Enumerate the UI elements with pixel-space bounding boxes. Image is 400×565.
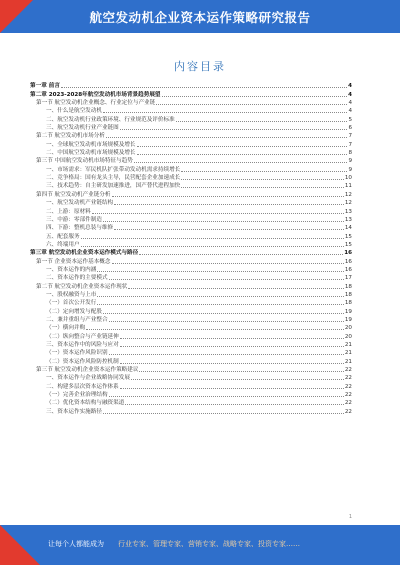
toc-entry-page: 14 (344, 225, 352, 232)
footer-slogan: 让每个人都能成为 (48, 540, 104, 548)
toc-entry-page: 4 (348, 108, 352, 115)
toc-dot-leader (109, 320, 344, 322)
toc-entry-page: 16 (344, 266, 352, 273)
toc-entry-page: 22 (344, 408, 352, 415)
toc-entry[interactable] (30, 249, 352, 257)
toc-entry[interactable] (30, 366, 352, 374)
toc-dot-leader (181, 178, 344, 180)
toc-dot-leader (86, 328, 344, 330)
page-number: 1 (348, 514, 352, 520)
toc-entry-label: 三、技术趋势：自主研发加速推进，国产替代进程加快 (46, 183, 181, 190)
toc-entry[interactable] (30, 266, 352, 274)
toc-entry-page: 12 (344, 191, 352, 198)
toc-dot-leader (97, 270, 344, 272)
toc-entry[interactable] (30, 224, 352, 232)
toc-entry-label: 第一节 企业资本运作基本概念 (36, 258, 111, 265)
toc-entry-page: 21 (344, 358, 352, 365)
toc-entry[interactable] (30, 190, 352, 198)
toc-entry[interactable] (30, 107, 352, 115)
toc-entry-label: 第一节 航空发动机企业概念、行业定位与产业链 (36, 100, 156, 107)
toc-entry[interactable] (30, 257, 352, 265)
toc-entry-page: 9 (348, 166, 352, 173)
footer-corner-accent (0, 525, 40, 565)
toc-entry[interactable] (30, 124, 352, 132)
toc-entry[interactable] (30, 341, 352, 349)
toc-entry-page: 15 (344, 241, 352, 248)
toc-dot-leader (181, 170, 347, 172)
toc-entry-label: 第二节 航空发动机企业资本运作现状 (36, 283, 128, 290)
toc-dot-leader (92, 212, 344, 214)
toc-dot-leader (97, 303, 344, 305)
toc-entry[interactable] (30, 324, 352, 332)
toc-entry-label: 一、什么是航空发动机 (46, 108, 102, 115)
toc-entry-label: 二、中国航空发动机市场规模及增长 (46, 150, 136, 157)
toc-entry-page: 10 (344, 175, 352, 182)
toc-entry-label: 二、资本运作的主要模式 (46, 275, 108, 282)
toc-entry-page: 12 (344, 200, 352, 207)
toc-entry[interactable] (30, 391, 352, 399)
toc-entry[interactable] (30, 82, 352, 90)
toc-dot-leader (128, 287, 344, 289)
toc-entry-page: 4 (348, 83, 352, 90)
toc-entry-label: 一、航空发动机产业链结构 (46, 200, 114, 207)
toc-dot-leader (131, 378, 344, 380)
toc-entry-label: （二）定向增发与配股 (46, 308, 102, 315)
toc-entry-page: 22 (344, 383, 352, 390)
toc-entry-label: 一、市场需求：军民机队扩张带动发动机需求持续增长 (46, 166, 181, 173)
toc-entry[interactable] (30, 241, 352, 249)
toc-entry-page: 6 (348, 125, 352, 132)
toc-dot-leader (109, 278, 344, 280)
toc-dot-leader (120, 128, 348, 130)
toc-entry[interactable] (30, 374, 352, 382)
toc-entry[interactable] (30, 157, 352, 165)
toc-entry[interactable] (30, 199, 352, 207)
toc-dot-leader (97, 295, 344, 297)
footer-roles: 行业专家、管理专家、营销专家、战略专家、投资专家…… (118, 540, 300, 548)
footer-banner (0, 525, 400, 565)
toc-entry[interactable] (30, 115, 352, 123)
toc-entry-page: 4 (348, 91, 352, 98)
toc-entry-page: 7 (348, 141, 352, 148)
toc-entry-label: 六、终端用户 (46, 241, 80, 248)
toc-entry-page: 11 (344, 183, 352, 190)
toc-dot-leader (137, 145, 348, 147)
toc-entry-label: 二、构建多层次资本运作体系 (46, 383, 119, 390)
header-banner (0, 0, 400, 33)
toc-entry[interactable] (30, 357, 352, 365)
toc-entry[interactable] (30, 299, 352, 307)
toc-entry-page: 9 (348, 158, 352, 165)
toc-dot-leader (103, 412, 344, 414)
toc-dot-leader (120, 337, 344, 339)
toc-dot-leader (81, 245, 344, 247)
toc-dot-leader (162, 95, 348, 97)
toc-entry-label: 第四节 航空发动机产业链分析 (36, 191, 111, 198)
toc-entry-page: 8 (348, 150, 352, 157)
toc-dot-leader (125, 403, 344, 405)
toc-dot-leader (181, 186, 344, 188)
toc-dot-leader (114, 228, 344, 230)
toc-dot-leader (103, 111, 347, 113)
toc-entry[interactable] (30, 274, 352, 282)
toc-dot-leader (112, 262, 344, 264)
toc-entry-label: 二、航空发动机行业政策环境、行业规范及评价标准 (46, 116, 175, 123)
toc-entry-label: （一）资本运作风险识别 (46, 350, 108, 357)
toc-entry-page: 18 (344, 291, 352, 298)
toc-entry-label: 三、航空发动机行业产业链图 (46, 125, 119, 132)
toc-entry-page: 17 (344, 275, 352, 282)
toc-dot-leader (61, 86, 347, 88)
toc-dot-leader (120, 387, 344, 389)
toc-entry-page: 22 (344, 375, 352, 382)
toc-entry[interactable] (30, 216, 352, 224)
toc-entry-label: 一、资本运作与企业战略协同发展 (46, 375, 130, 382)
toc-entry-label: 三、资本运作中的风险与应对 (46, 342, 119, 348)
toc-dot-leader (114, 203, 344, 205)
toc-entry-page: 5 (348, 116, 352, 123)
toc-entry-label: （一）横向并购 (46, 325, 86, 332)
toc-entry-page: 21 (344, 342, 352, 348)
toc-entry[interactable] (30, 165, 352, 173)
toc-dot-leader (134, 161, 348, 163)
toc-entry-label: 一、全球航空发动机市场规模及增长 (46, 141, 136, 148)
toc-dot-leader (137, 153, 348, 155)
toc-entry-page: 7 (348, 133, 352, 140)
toc-entry[interactable] (30, 407, 352, 415)
toc-entry[interactable] (30, 291, 352, 299)
toc-entry[interactable] (30, 307, 352, 315)
toc-entry[interactable] (30, 132, 352, 140)
toc-entry-page: 18 (344, 300, 352, 307)
toc-entry-label: 三、资本运作实施路径 (46, 408, 102, 415)
toc-dot-leader (139, 370, 343, 372)
toc-entry-page: 13 (344, 208, 352, 215)
toc-entry-page: 20 (344, 333, 352, 340)
toc-dot-leader (109, 353, 344, 355)
toc-dot-leader (103, 312, 344, 314)
toc-dot-leader (81, 237, 344, 239)
toc-entry[interactable] (30, 149, 352, 157)
toc-dot-leader (120, 362, 344, 364)
toc-entry-page: 16 (344, 250, 352, 257)
toc-dot-leader (156, 103, 347, 105)
toc-entry-label: 第二节 航空发动机市场分析 (36, 133, 105, 140)
toc-entry-label: 二、竞争格局：国有龙头主导，民营配套企业加速成长 (46, 175, 181, 182)
toc-entry-page: 15 (344, 233, 352, 240)
toc-entry[interactable] (30, 174, 352, 182)
toc-entry-label: （一）完善企业治理结构 (46, 392, 108, 399)
toc-dot-leader (120, 345, 344, 347)
toc-entry-label: 第二章 2023-2028年航空发动机市场背景趋势展望 (30, 91, 161, 98)
toc-entry[interactable] (30, 332, 352, 340)
toc-dot-leader (109, 395, 344, 397)
toc-entry-page: 19 (344, 308, 352, 315)
report-title: 航空发动机企业资本运作策略研究报告 (89, 10, 311, 25)
toc-entry-label: 一、股权融资与上市 (46, 291, 97, 298)
toc-entry-label: （二）资本运作风险防控机制 (46, 358, 119, 365)
toc-entry-page: 22 (344, 392, 352, 399)
toc-entry[interactable] (30, 232, 352, 240)
toc-entry-page: 16 (344, 258, 352, 265)
toc-dot-leader (176, 120, 348, 122)
toc-entry[interactable] (30, 316, 352, 324)
toc-entry-label: 一、资本运作的内涵 (46, 266, 97, 273)
toc-entry-label: 第三节 中国航空发动机市场特征与趋势 (36, 158, 133, 165)
toc-dot-leader (139, 253, 343, 255)
toc-entry-label: 三、中游：零部件制造 (46, 216, 102, 223)
toc-entry[interactable] (30, 140, 352, 148)
toc-entry[interactable] (30, 399, 352, 407)
toc-entry-page: 20 (344, 325, 352, 332)
toc-entry-page: 21 (344, 350, 352, 357)
toc-entry-page: 22 (344, 400, 352, 407)
toc-dot-leader (106, 136, 348, 138)
toc-entry-page: 13 (344, 216, 352, 223)
toc-entry-label: （二）优化资本结构与融资渠道 (46, 400, 125, 407)
toc-dot-leader (103, 220, 344, 222)
toc-entry[interactable] (30, 182, 352, 190)
toc-entry-label: 第三节 航空发动机企业资本运作策略建议 (36, 367, 139, 374)
table-of-contents (30, 82, 352, 416)
toc-entry-page: 4 (348, 100, 352, 107)
toc-entry-label: （一）首次公开发行 (46, 300, 97, 307)
toc-entry[interactable] (30, 207, 352, 215)
toc-entry-page: 22 (344, 367, 352, 374)
toc-entry-label: 五、配套服务 (46, 233, 80, 240)
toc-entry-page: 19 (344, 316, 352, 323)
toc-entry-label: 二、兼并重组与产业整合 (46, 316, 108, 323)
toc-entry[interactable] (30, 382, 352, 390)
toc-entry[interactable] (30, 99, 352, 107)
toc-entry[interactable] (30, 349, 352, 357)
toc-entry-label: 第三章 航空发动机企业资本运作模式与路径 (30, 250, 139, 257)
toc-entry[interactable] (30, 90, 352, 98)
toc-dot-leader (112, 195, 344, 197)
toc-entry-label: 四、下游：整机总装与维修 (46, 225, 114, 232)
toc-entry-label: 二、上游：原材料 (46, 208, 91, 215)
toc-entry-label: 第一章 前言 (30, 83, 60, 90)
toc-entry-label: （二）纵向整合与产业链延伸 (46, 333, 119, 340)
toc-entry-page: 18 (344, 283, 352, 290)
toc-heading: 内容目录 (174, 60, 226, 73)
toc-entry[interactable] (30, 282, 352, 290)
